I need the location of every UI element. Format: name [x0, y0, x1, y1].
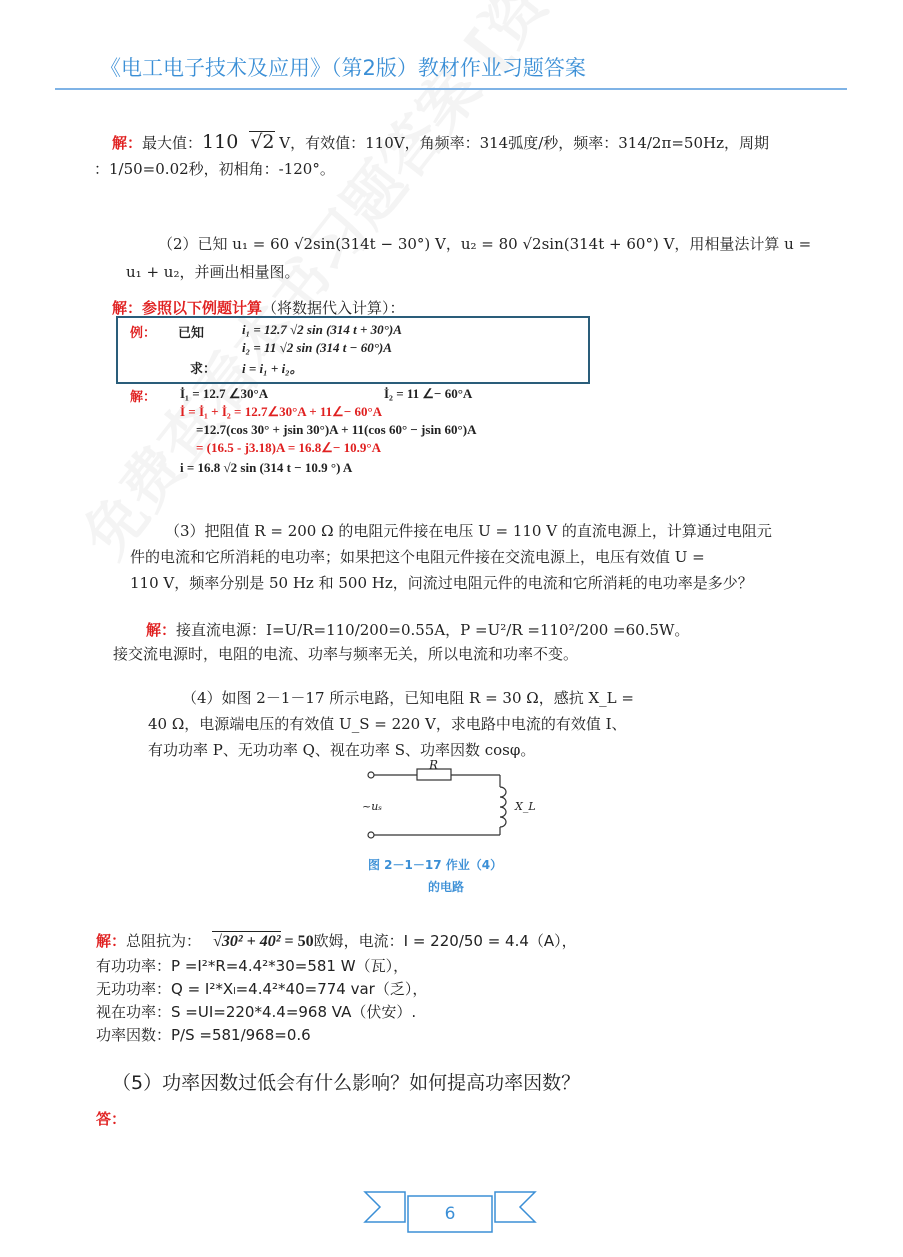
example-find: i = i₁ + i₂。 [242, 361, 303, 376]
q1-max-label: 最大值： [142, 134, 203, 152]
q1-answer-line2: ：1/50=0.02秒，初相角：-120°。 [94, 160, 335, 178]
q4-answer-q: 无功功率：Q = I²*Xₗ=4.4²*40=774 var（乏）， [96, 980, 428, 998]
q4-question-line2: 40 Ω，电源端电压的有效值 U_S = 220 V，求电路中电流的有效值 I、 [148, 715, 627, 733]
q3-question-line1: （3）把阻值 R = 200 Ω 的电阻元件接在电压 U = 110 V 的直流电源上，计算通过电阻元 [165, 522, 772, 540]
q5-answer-label: 答： [96, 1110, 127, 1128]
example-sum: İ = İ₁ + İ₂ = 12.7∠30°A + 11∠− 60°A [180, 404, 383, 419]
fig-label-us: ~uₛ [362, 800, 383, 813]
q4-impedance-sqrt: √ 30² + 40² [213, 933, 281, 950]
q4-answer-pf: 功率因数：P/S =581/968=0.6 [96, 1026, 311, 1044]
q2-question-line2: u₁ + u₂，并画出相量图。 [126, 263, 300, 281]
q3-answer-line2: 接交流电源时，电阻的电流、功率与频率无关，所以电流和功率不变。 [113, 645, 579, 663]
q1-max-value: 110 [202, 131, 239, 153]
q4-impedance-label: 总阻抗为： [126, 932, 202, 950]
q2-question-line1: （2）已知 u₁ = 60 √2sin(314t − 30°) V，u₂ = 80 √2sin(314t + 60°) V，用相量法计算 u = [158, 235, 812, 253]
answer-label: 解： [112, 134, 143, 152]
q1-rest: V，有效值：110V，角频率：314弧度/秒，频率：314/2π=50Hz，周期 [274, 134, 769, 152]
answer-label: 解：参照以下例题计算 [112, 299, 263, 317]
example-label: 例： [130, 325, 157, 340]
example-known-label: 已知 [178, 325, 205, 340]
page-header-title: 《电工电子技术及应用》（第2版）教材作业习题答案 [100, 56, 586, 80]
q4-question-line1: （4）如图 2－1－17 所示电路，已知电阻 R = 30 Ω，感抗 X_L = [182, 689, 634, 707]
example-final: i = 16.8 √2 sin (314 t − 10.9 °) A [180, 460, 353, 475]
q3-question-line3: 110 V，频率分别是 50 Hz 和 500 Hz，问流过电阻元件的电流和它所消耗的电功率是多少？ [130, 574, 753, 592]
example-i1: i₁ = 12.7 √2 sin (314 t + 30°)A [242, 322, 402, 337]
example-find-label: 求： [190, 361, 217, 376]
q4-answer-s: 视在功率：S =UI=220*4.4=968 VA（伏安）. [96, 1003, 417, 1021]
answer-label: 解： [96, 932, 127, 950]
q4-question-line3: 有功功率 P、无功功率 Q、视在功率 S、功率因数 cosφ。 [148, 741, 536, 759]
q5-question: （5）功率因数过低会有什么影响？如何提高功率因数？ [112, 1072, 581, 1094]
q1-sqrt: √ 2 [250, 131, 275, 153]
answer-label: 解： [146, 621, 177, 639]
q3-question-line2: 件的电流和它所消耗的电功率；如果把这个电阻元件接在交流电源上，电压有效值 U = [130, 548, 705, 566]
q1-answer-line1 [112, 128, 769, 157]
example-i2: i₂ = 11 √2 sin (314 t − 60°)A [242, 340, 392, 355]
q4-answer-p: 有功功率：P =I²*R=4.4²*30=581 W（瓦）， [96, 957, 409, 975]
example-expand: =12.7(cos 30° + jsin 30°)A + 11(cos 60° − jsin 60°)A [196, 422, 477, 437]
inductor-symbol [500, 787, 506, 827]
q2-answer-note: （将数据代入计算）： [262, 299, 405, 317]
fig-label-XL: X_L [515, 800, 536, 813]
example-solution-label: 解： [130, 389, 157, 404]
fig-label-R: R [429, 758, 439, 772]
figure-caption-line2: 的电路 [428, 880, 465, 894]
example-phasor-i1: İ₁ = 12.7 ∠30°A [180, 386, 269, 401]
q4-current: 欧姆，电流：I = 220/50 = 4.4（A）， [313, 932, 577, 950]
page-number: 6 [444, 1204, 456, 1224]
q4-impedance-value: = 50 [280, 933, 314, 950]
q3-dc-answer: 接直流电源：I=U/R=110/200=0.55A，P =U²/R =110²/200 =60.5W。 [176, 621, 690, 639]
example-result: = (16.5 - j3.18)A = 16.8∠− 10.9°A [196, 440, 381, 455]
figure-caption-line1: 图 2－1－17 作业（4） [368, 858, 503, 872]
watermark [60, 0, 700, 573]
example-phasor-i2: İ₂ = 11 ∠− 60°A [384, 386, 473, 401]
header-rule [55, 88, 847, 90]
